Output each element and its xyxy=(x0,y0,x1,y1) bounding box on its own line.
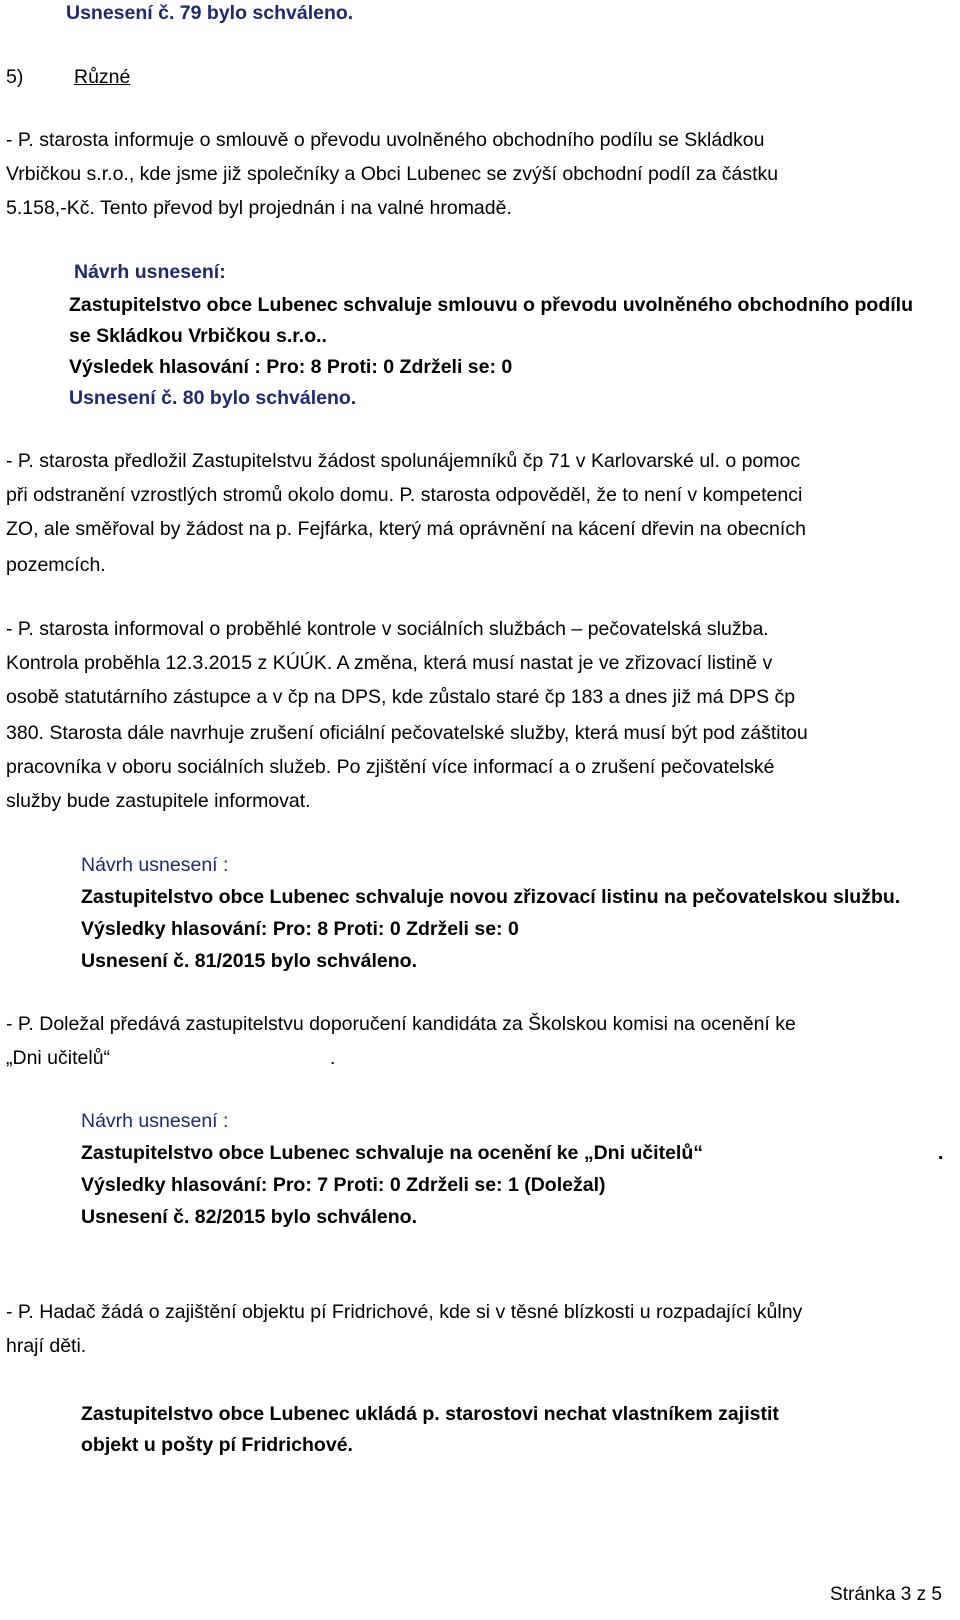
item5-line2: hrají děti. xyxy=(6,1335,87,1357)
page-number: Stránka 3 z 5 xyxy=(830,1584,942,1605)
section-title: Různé xyxy=(74,66,131,88)
item3-proposal: Zastupitelstvo obce Lubenec schvaluje novou zřizovací listinu na pečovatelskou službu. xyxy=(81,886,901,908)
item1-proposal-heading: Návrh usnesení: xyxy=(74,261,226,283)
item3-proposal-heading: Návrh usnesení : xyxy=(81,854,229,876)
item2-line4: pozemcích. xyxy=(6,554,106,576)
item2-line1: - P. starosta předložil Zastupitelstvu žádost spolunájemníků čp 71 v Karlovarské ul. o pomoc xyxy=(6,450,801,472)
item3-line6: služby bude zastupitele informovat. xyxy=(6,790,311,812)
item4-line2-period: . xyxy=(330,1047,336,1069)
item1-vote: Výsledek hlasování : Pro: 8 Proti: 0 Zdrželi se: 0 xyxy=(69,356,513,378)
item1-resolution: Usnesení č. 80 bylo schváleno. xyxy=(69,387,357,409)
section-number: 5) xyxy=(6,66,24,88)
item5-line1: - P. Hadač žádá o zajištění objektu pí Fridrichové, kde si v těsné blízkosti u rozpadající kůlny xyxy=(6,1301,803,1323)
item4-vote: Výsledky hlasování: Pro: 7 Proti: 0 Zdrželi se: 1 (Doležal) xyxy=(81,1174,606,1196)
item1-line2: Vrbičkou s.r.o., kde jsme již společníky a Obci Lubenec se zvýší obchodní podíl za částku xyxy=(6,163,779,185)
item3-line4: 380. Starosta dále navrhuje zrušení oficiální pečovatelské služby, která musí být pod záštitou xyxy=(6,722,808,744)
resolution-79: Usnesení č. 79 bylo schváleno. xyxy=(66,2,354,24)
item3-line1: - P. starosta informoval o proběhlé kontrole v sociálních službách – pečovatelská služba. xyxy=(6,618,769,640)
item4-resolution: Usnesení č. 82/2015 bylo schváleno. xyxy=(81,1206,418,1228)
item2-line2: při odstranění vzrostlých stromů okolo domu. P. starosta odpověděl, že to není v kompetenci xyxy=(6,484,803,506)
item3-resolution: Usnesení č. 81/2015 bylo schváleno. xyxy=(81,950,418,972)
item3-line5: pracovníka v oboru sociálních služeb. Po zjištění více informací a o zrušení pečovatelské xyxy=(6,756,775,778)
item2-line3: ZO, ale směřoval by žádost na p. Fejfárka, který má oprávnění na kácení dřevin na obecních xyxy=(6,518,806,540)
item3-vote: Výsledky hlasování: Pro: 8 Proti: 0 Zdrželi se: 0 xyxy=(81,918,519,940)
item1-proposal-line2: se Skládkou Vrbičkou s.r.o.. xyxy=(69,325,327,347)
item4-line2: „Dni učitelů“ xyxy=(6,1047,111,1069)
item4-line1: - P. Doležal předává zastupitelstvu doporučení kandidáta za Školskou komisi na ocenění ke xyxy=(6,1013,796,1035)
item1-proposal-line1: Zastupitelstvo obce Lubenec schvaluje smlouvu o převodu uvolněného obchodního podílu xyxy=(69,294,913,316)
item5-decision-line2: objekt u pošty pí Fridrichové. xyxy=(81,1434,353,1456)
item4-proposal-period: . xyxy=(938,1142,944,1164)
item1-line1: - P. starosta informuje o smlouvě o převodu uvolněného obchodního podílu se Skládkou xyxy=(6,129,765,151)
item3-line2: Kontrola proběhla 12.3.2015 z KÚÚK. A změna, která musí nastat je ve zřizovací listině v xyxy=(6,652,773,674)
item1-line3: 5.158,-Kč. Tento převod byl projednán i na valné hromadě. xyxy=(6,197,512,219)
item5-decision-line1: Zastupitelstvo obce Lubenec ukládá p. starostovi nechat vlastníkem zajistit xyxy=(81,1403,779,1425)
item4-proposal: Zastupitelstvo obce Lubenec schvaluje na ocenění ke „Dni učitelů“ xyxy=(81,1142,703,1164)
item3-line3: osobě statutárního zástupce a v čp na DPS, kde zůstalo staré čp 183 a dnes již má DPS čp xyxy=(6,686,796,708)
item4-proposal-heading: Návrh usnesení : xyxy=(81,1110,229,1132)
